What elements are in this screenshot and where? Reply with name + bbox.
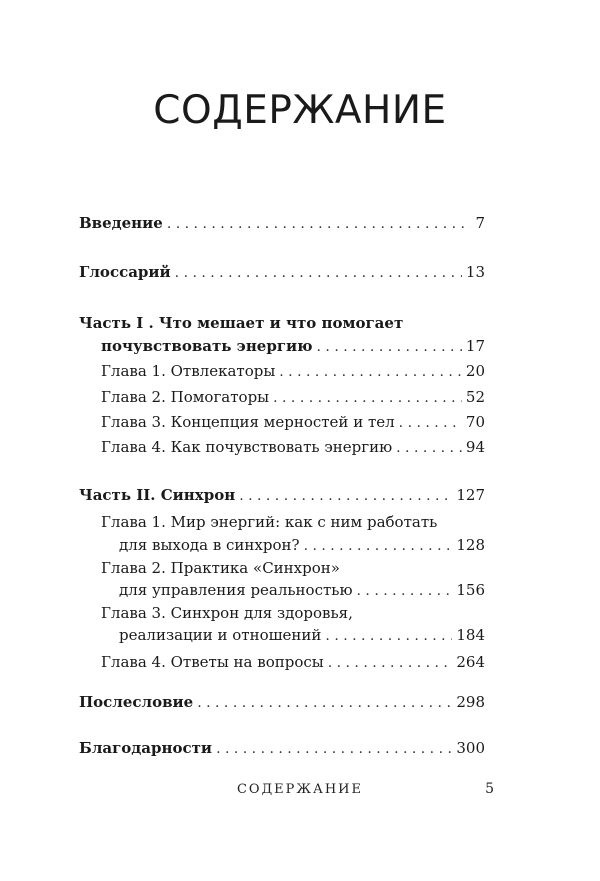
toc-entry-label: Благодарности xyxy=(79,739,213,757)
toc-entry-intro[interactable] xyxy=(79,212,485,234)
toc-entry-label: Глава 1. Отвлекаторы xyxy=(101,362,276,380)
toc-entry-glossary[interactable] xyxy=(79,261,485,283)
toc-entry-part1-chapter1[interactable] xyxy=(101,360,485,382)
dot-leader xyxy=(396,437,462,459)
toc-part1-heading-line1[interactable]: Часть I . Что мешает и что помогает xyxy=(79,314,404,332)
toc-entry-label: Глава 3. Концепция мерностей и тел xyxy=(101,413,395,431)
toc-entry-part2-chapter1[interactable] xyxy=(119,534,485,556)
dot-leader xyxy=(239,485,452,507)
toc-page-number: 7 xyxy=(475,214,485,232)
toc-part2-chapter3-line1[interactable]: Глава 3. Синхрон для здоровья, xyxy=(101,604,353,622)
dot-leader xyxy=(197,692,452,714)
toc-page-number: 300 xyxy=(456,739,485,757)
dot-leader xyxy=(279,361,462,383)
toc-entry-label: Глоссарий xyxy=(79,263,171,281)
dot-leader xyxy=(328,652,453,674)
toc-page-number: 52 xyxy=(465,388,485,406)
toc-entry-label: для выхода в синхрон? xyxy=(119,536,300,554)
toc-entry-part2[interactable] xyxy=(79,484,485,506)
toc-entry-label: для управления реальностью xyxy=(119,581,353,599)
toc-entry-thanks[interactable] xyxy=(79,737,485,759)
toc-entry-part2-chapter4[interactable] xyxy=(101,651,485,673)
toc-page-number: 156 xyxy=(456,581,485,599)
toc-entry-part1-chapter3[interactable] xyxy=(101,411,485,433)
toc-entry-label: Глава 4. Ответы на вопросы xyxy=(101,653,324,671)
dot-leader xyxy=(304,535,453,557)
dot-leader xyxy=(167,213,472,235)
toc-entry-part2-chapter3[interactable] xyxy=(119,624,485,646)
toc-entry-label: Глава 4. Как почувствовать энергию xyxy=(101,438,393,456)
toc-entry-label: Часть II. Синхрон xyxy=(79,486,236,504)
page-number: 5 xyxy=(485,781,494,797)
toc-entry-label: реализации и отношений xyxy=(119,626,322,644)
dot-leader xyxy=(325,625,452,647)
toc-page-number: 13 xyxy=(465,263,485,281)
toc-entry-part2-chapter2[interactable] xyxy=(119,579,485,601)
toc-part2-chapter1-line1[interactable]: Глава 1. Мир энергий: как с ним работать xyxy=(101,513,438,531)
toc-entry-part1[interactable] xyxy=(101,335,485,357)
toc-page-number: 94 xyxy=(465,438,485,456)
running-title: СОДЕРЖАНИЕ xyxy=(236,782,364,797)
toc-entry-part1-chapter2[interactable] xyxy=(101,386,485,408)
page-title: СОДЕРЖАНИЕ xyxy=(153,88,447,133)
toc-entry-part1-chapter4[interactable] xyxy=(101,436,485,458)
dot-leader xyxy=(216,738,452,760)
dot-leader xyxy=(317,336,462,358)
toc-page-number: 17 xyxy=(465,337,485,355)
toc-page-number: 20 xyxy=(465,362,485,380)
toc-entry-label: почувствовать энергию xyxy=(101,337,313,355)
toc-entry-label: Глава 2. Помогаторы xyxy=(101,388,270,406)
toc-entry-label: Послесловие xyxy=(79,693,194,711)
toc-entry-label: Введение xyxy=(79,214,163,232)
toc-page-number: 128 xyxy=(456,536,485,554)
toc-page-number: 127 xyxy=(456,486,485,504)
toc-page-number: 184 xyxy=(456,626,485,644)
toc-part2-chapter2-line1[interactable]: Глава 2. Практика «Синхрон» xyxy=(101,559,340,577)
toc-page-number: 264 xyxy=(456,653,485,671)
toc-page-number: 70 xyxy=(465,413,485,431)
toc-page-number: 298 xyxy=(456,693,485,711)
dot-leader xyxy=(273,387,462,409)
dot-leader xyxy=(399,412,462,434)
toc-entry-afterword[interactable] xyxy=(79,691,485,713)
dot-leader xyxy=(175,262,462,284)
dot-leader xyxy=(357,580,453,602)
